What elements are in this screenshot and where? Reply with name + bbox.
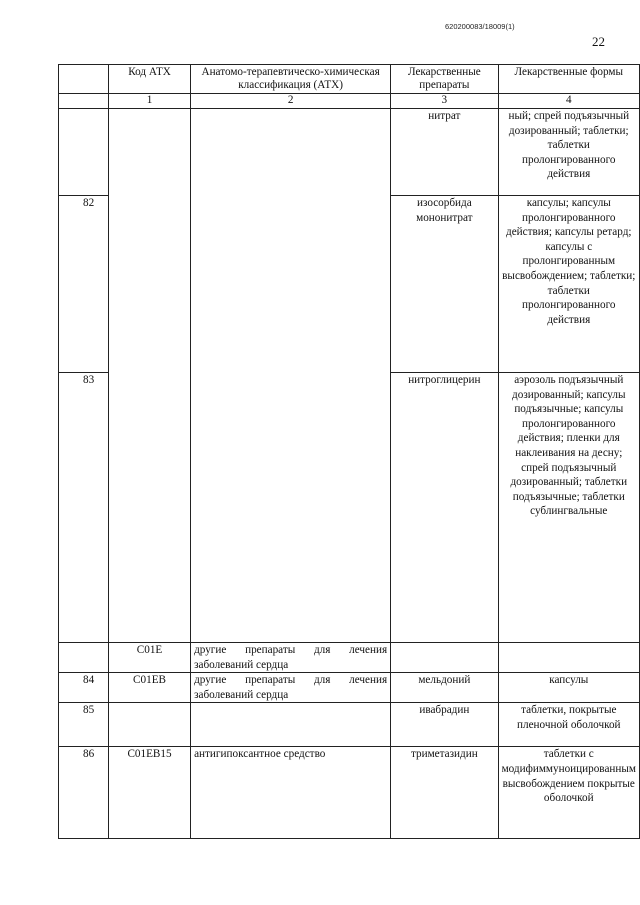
table-header-row xyxy=(59,65,640,94)
drug-cell: изосорбида мононитрат xyxy=(391,196,498,373)
column-number-row xyxy=(59,94,640,109)
atc-code-cell: C01EB xyxy=(108,673,190,703)
column-number: 2 xyxy=(191,94,391,109)
table-row xyxy=(59,673,640,703)
forms-cell: аэрозоль подъязычный дозированный; капсулы подъязычные; капсулы пролонгированного действия; пленки для наклеивания на десну; спрей подъязычный дозированный; таблетки подъязычные; таблетки сублингвальные xyxy=(498,373,639,643)
drug-cell: мельдоний xyxy=(391,673,498,703)
document-id: 620200083/18009(1) xyxy=(445,22,515,31)
column-number: 3 xyxy=(391,94,498,109)
table-row xyxy=(59,109,640,196)
header-num xyxy=(59,65,109,94)
row-number xyxy=(59,109,109,196)
atc-table xyxy=(58,64,640,839)
row-number: 82 xyxy=(59,196,109,373)
atc-code-cell xyxy=(108,703,190,747)
drug-cell: ивабрадин xyxy=(391,703,498,747)
row-number xyxy=(59,643,109,673)
column-number: 4 xyxy=(498,94,639,109)
header-classification: Анатомо-терапевтическо-химическая классификация (АТХ) xyxy=(191,65,391,94)
header-forms: Лекарственные формы xyxy=(498,65,639,94)
atc-code-cell: C01EB15 xyxy=(108,747,190,839)
table-row xyxy=(59,747,640,839)
classification-cell xyxy=(191,703,391,747)
table-row xyxy=(59,703,640,747)
drug-cell xyxy=(391,643,498,673)
column-number xyxy=(59,94,109,109)
forms-cell xyxy=(498,643,639,673)
classification-cell: другие препараты для лечения заболеваний сердца xyxy=(191,643,391,673)
forms-cell: капсулы; капсулы пролонгированного действия; капсулы ретард; капсулы с пролонгированным высвобождением; таблетки; таблетки пролонгированного действия xyxy=(498,196,639,373)
forms-cell: капсулы xyxy=(498,673,639,703)
classification-cell: антигипоксантное средство xyxy=(191,747,391,839)
drug-cell: триметазидин xyxy=(391,747,498,839)
row-number: 83 xyxy=(59,373,109,643)
row-number: 86 xyxy=(59,747,109,839)
atc-code-cell xyxy=(108,109,190,643)
column-number: 1 xyxy=(108,94,190,109)
drug-cell: нитрат xyxy=(391,109,498,196)
forms-cell: таблетки с модифиммуноицированным высвобождением покрытые оболочкой xyxy=(498,747,639,839)
header-drugs: Лекарственные препараты xyxy=(391,65,498,94)
classification-cell: другие препараты для лечения заболеваний сердца xyxy=(191,673,391,703)
row-number: 85 xyxy=(59,703,109,747)
forms-cell: ный; спрей подъязычный дозированный; таблетки; таблетки пролонгированного действия xyxy=(498,109,639,196)
forms-cell: таблетки, покрытые пленочной оболочкой xyxy=(498,703,639,747)
atc-code-cell: C01E xyxy=(108,643,190,673)
page-number: 22 xyxy=(592,34,605,49)
table-row xyxy=(59,643,640,673)
header-atc-code: Код АТХ xyxy=(108,65,190,94)
drug-cell: нитроглицерин xyxy=(391,373,498,643)
classification-cell xyxy=(191,109,391,643)
row-number: 84 xyxy=(59,673,109,703)
